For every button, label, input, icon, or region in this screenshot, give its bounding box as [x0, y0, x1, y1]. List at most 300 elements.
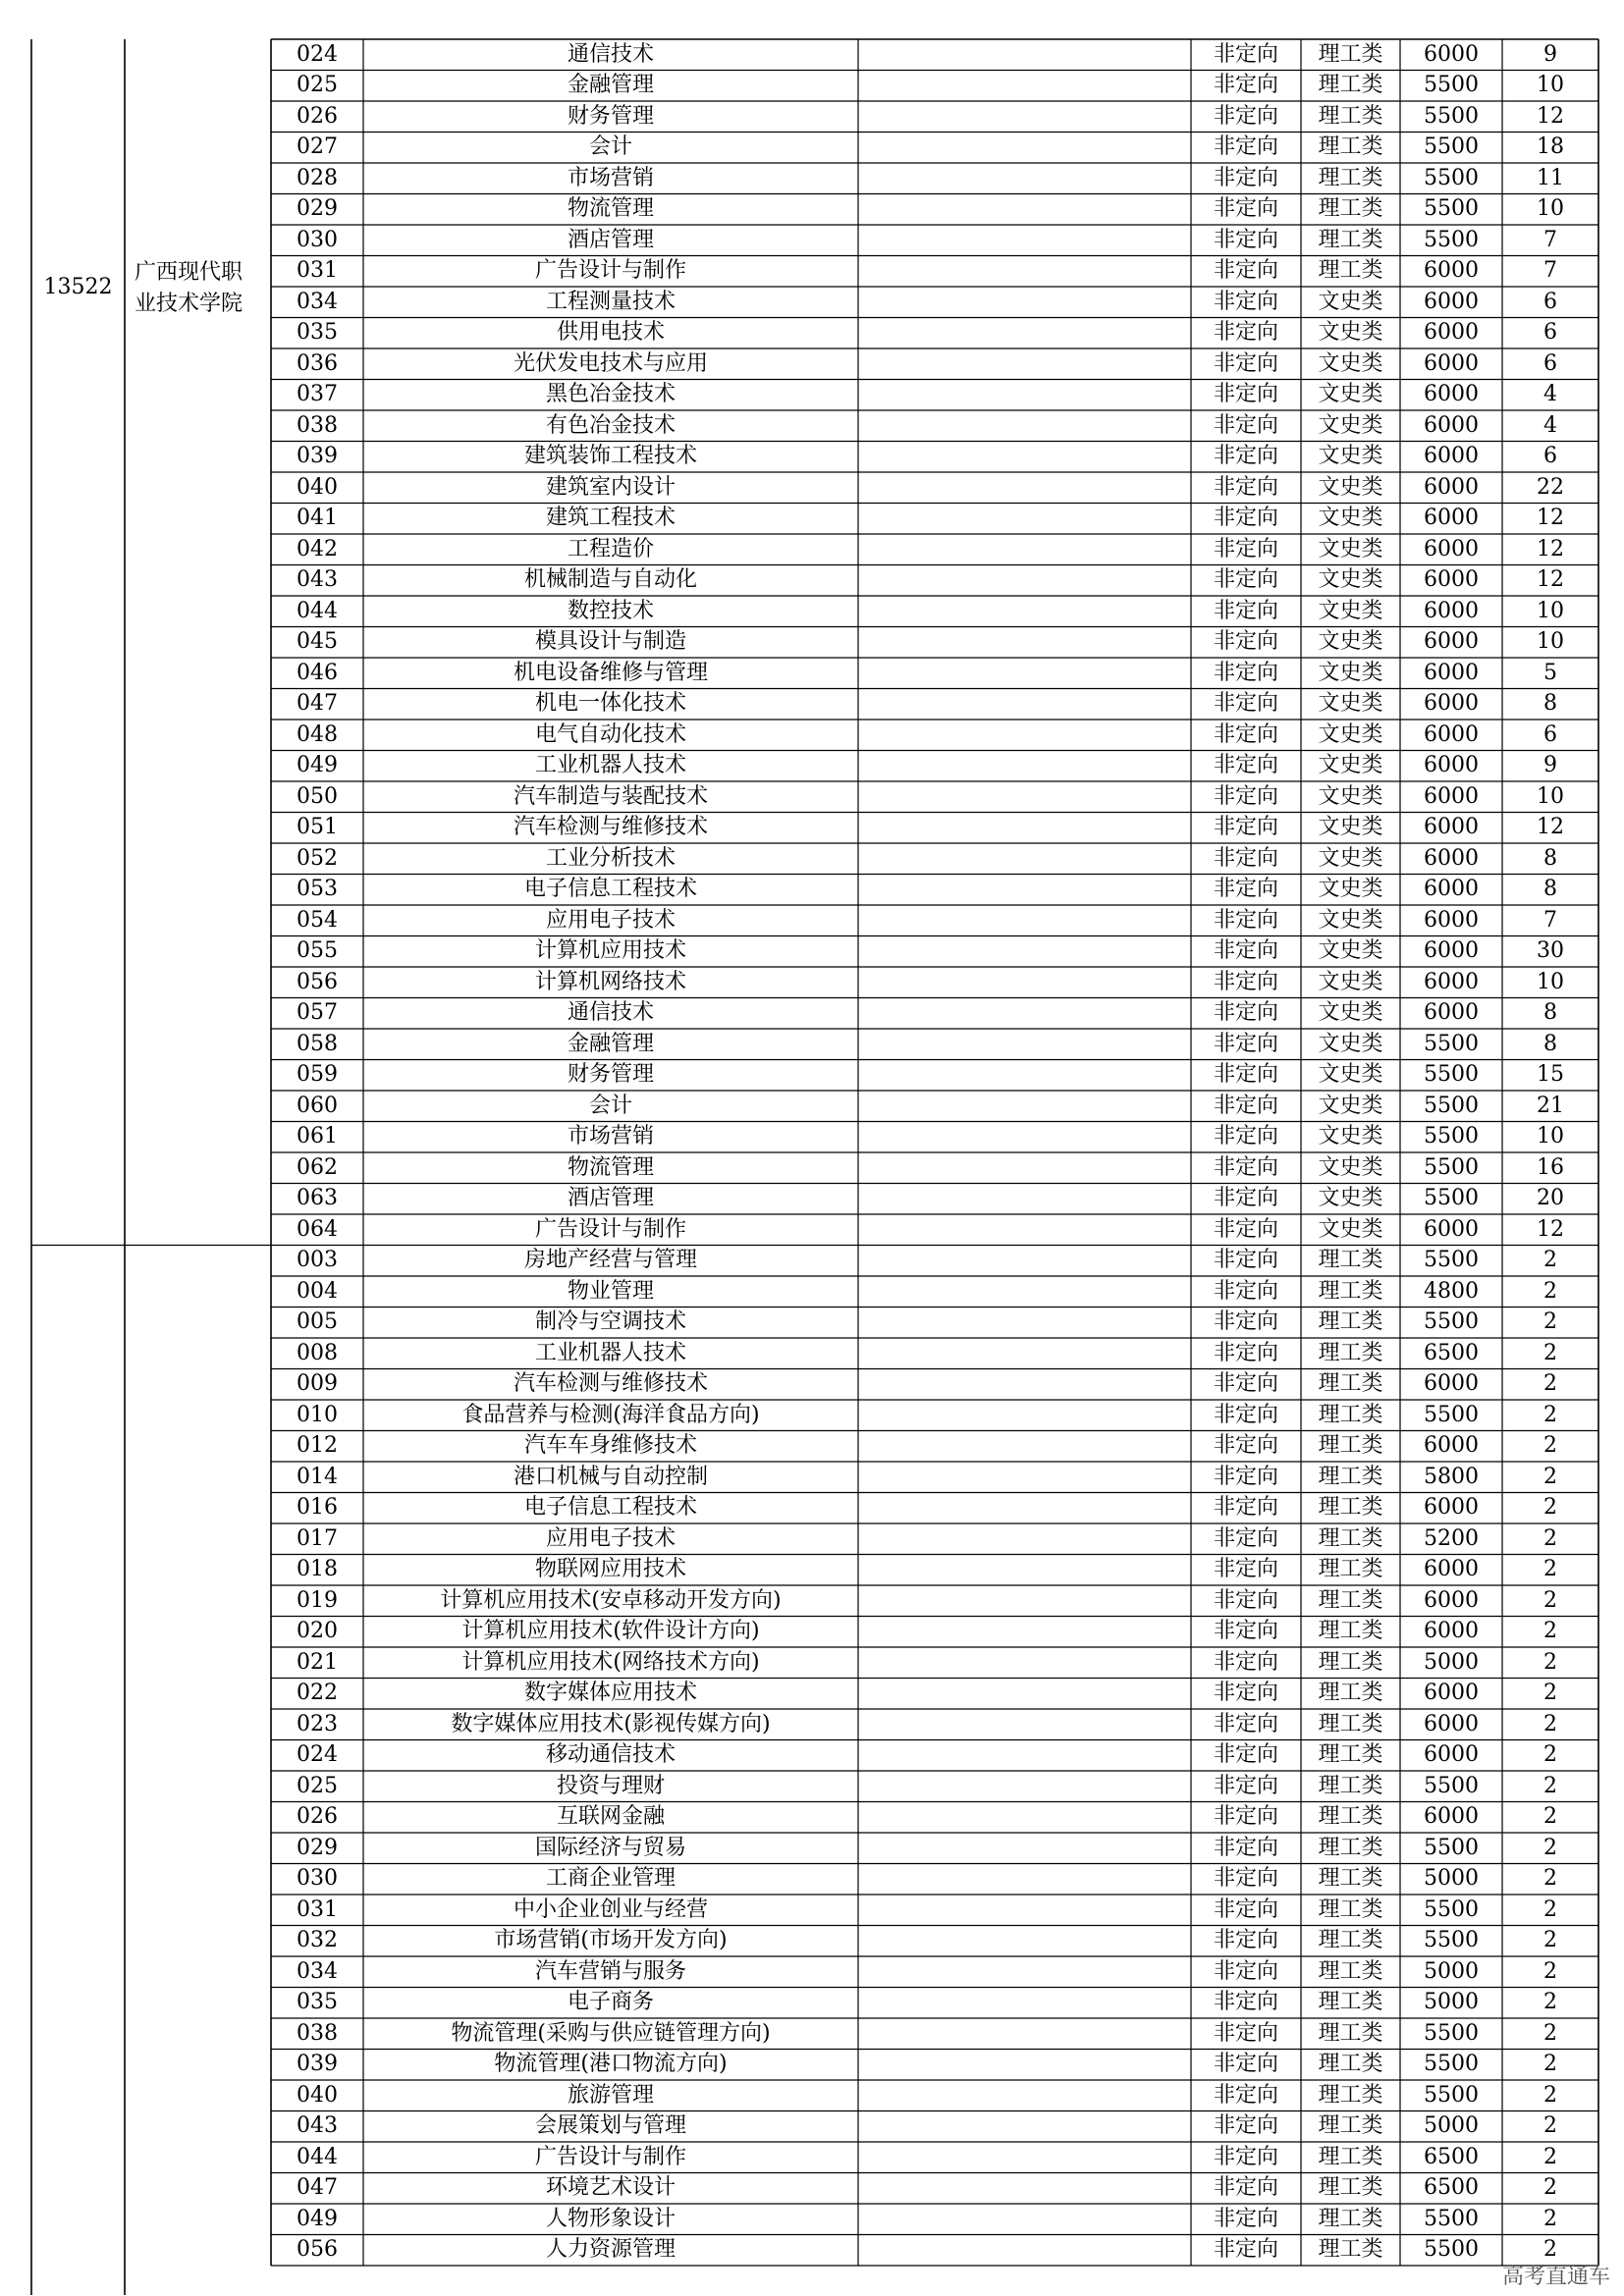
cell-orientation: 非定向	[1213, 845, 1278, 871]
cell-major-name: 投资与理财	[556, 1773, 665, 1798]
cell-tuition: 5500	[1424, 2206, 1479, 2231]
school-name-line: 业技术学院	[135, 292, 244, 316]
cell-quota: 2	[1543, 1681, 1557, 1706]
cell-quota: 10	[1537, 1124, 1564, 1149]
cell-category: 文史类	[1318, 536, 1383, 561]
cell-category: 理工类	[1318, 1495, 1383, 1521]
cell-quota: 6	[1543, 320, 1557, 346]
cell-category: 理工类	[1318, 103, 1383, 129]
cell-quota: 10	[1537, 783, 1564, 809]
cell-quota: 2	[1543, 1248, 1557, 1273]
cell-major-name: 国际经济与贸易	[534, 1835, 686, 1860]
cell-remarks	[858, 1679, 1191, 1710]
cell-tuition: 5200	[1424, 1525, 1479, 1551]
cell-remarks	[858, 1740, 1191, 1772]
cell-category: 文史类	[1318, 506, 1383, 531]
cell-category: 理工类	[1318, 258, 1383, 284]
cell-plan-code: 062	[297, 1154, 338, 1180]
cell-quota: 7	[1543, 907, 1557, 933]
cell-orientation: 非定向	[1213, 2020, 1278, 2046]
cell-orientation: 非定向	[1213, 969, 1278, 994]
cell-tuition: 5500	[1424, 1773, 1479, 1798]
cell-category: 理工类	[1318, 2113, 1383, 2139]
cell-plan-code: 020	[297, 1619, 338, 1644]
cell-tuition: 6500	[1424, 2175, 1479, 2201]
cell-major-name: 制冷与空调技术	[534, 1309, 686, 1335]
cell-plan-code: 024	[297, 1742, 338, 1768]
cell-tuition: 5500	[1424, 2082, 1479, 2108]
cell-quota: 2	[1543, 1464, 1557, 1489]
cell-orientation: 非定向	[1213, 938, 1278, 964]
cell-quota: 2	[1543, 1866, 1557, 1892]
cell-orientation: 非定向	[1213, 1866, 1278, 1892]
cell-major-name: 汽车车身维修技术	[523, 1433, 697, 1459]
cell-tuition: 5500	[1424, 165, 1479, 190]
cell-tuition: 6000	[1424, 506, 1479, 531]
cell-plan-code: 056	[297, 2237, 338, 2263]
cell-category: 文史类	[1318, 721, 1383, 747]
cell-remarks	[858, 287, 1191, 318]
cell-plan-code: 025	[297, 1773, 338, 1798]
cell-major-name: 汽车制造与装配技术	[513, 783, 708, 809]
cell-major-name: 市场营销	[567, 165, 654, 190]
cell-quota: 9	[1543, 41, 1557, 67]
cell-category: 理工类	[1318, 1402, 1383, 1427]
cell-remarks	[858, 905, 1191, 936]
cell-remarks	[858, 1555, 1191, 1586]
cell-quota: 10	[1537, 598, 1564, 623]
cell-plan-code: 043	[297, 567, 338, 593]
cell-tuition: 6000	[1424, 1433, 1479, 1459]
cell-major-name: 港口机械与自动控制	[513, 1464, 708, 1489]
cell-tuition: 6000	[1424, 1557, 1479, 1582]
cell-plan-code: 038	[297, 2020, 338, 2046]
cell-category: 理工类	[1318, 1742, 1383, 1768]
cell-major-name: 工业分析技术	[545, 845, 676, 871]
cell-major-name: 物业管理	[567, 1278, 654, 1304]
cell-remarks	[858, 410, 1191, 442]
cell-orientation: 非定向	[1213, 1433, 1278, 1459]
cell-tuition: 5500	[1424, 1093, 1479, 1118]
cell-category: 文史类	[1318, 320, 1383, 346]
cell-remarks	[858, 1647, 1191, 1679]
cell-quota: 2	[1543, 1649, 1557, 1675]
cell-major-name: 物流管理	[567, 1154, 654, 1180]
cell-plan-code: 056	[297, 969, 338, 994]
cell-quota: 2	[1543, 1896, 1557, 1922]
cell-major-name: 工商企业管理	[545, 1866, 676, 1892]
cell-remarks	[858, 1956, 1191, 1988]
cell-tuition: 5500	[1424, 1835, 1479, 1860]
cell-tuition: 5500	[1424, 2237, 1479, 2263]
cell-plan-code: 029	[297, 1835, 338, 1860]
cell-orientation: 非定向	[1213, 877, 1278, 902]
cell-orientation: 非定向	[1213, 1062, 1278, 1088]
cell-remarks	[858, 1338, 1191, 1369]
cell-major-name: 机电设备维修与管理	[513, 660, 708, 685]
cell-remarks	[858, 689, 1191, 721]
cell-remarks	[858, 534, 1191, 565]
cell-category: 文史类	[1318, 1093, 1383, 1118]
cell-remarks	[858, 596, 1191, 627]
cell-category: 理工类	[1318, 1804, 1383, 1830]
cell-plan-code: 021	[297, 1649, 338, 1675]
cell-orientation: 非定向	[1213, 1216, 1278, 1242]
cell-orientation: 非定向	[1213, 1248, 1278, 1273]
cell-orientation: 非定向	[1213, 660, 1278, 685]
cell-tuition: 6000	[1424, 598, 1479, 623]
cell-tuition: 6000	[1424, 877, 1479, 902]
cell-plan-code: 061	[297, 1124, 338, 1149]
cell-remarks	[858, 1523, 1191, 1555]
cell-remarks	[858, 781, 1191, 813]
cell-category: 理工类	[1318, 41, 1383, 67]
cell-orientation: 非定向	[1213, 1649, 1278, 1675]
cell-tuition: 5500	[1424, 103, 1479, 129]
cell-category: 理工类	[1318, 1525, 1383, 1551]
cell-quota: 2	[1543, 1309, 1557, 1335]
cell-tuition: 5000	[1424, 1649, 1479, 1675]
cell-plan-code: 024	[297, 41, 338, 67]
cell-orientation: 非定向	[1213, 721, 1278, 747]
cell-quota: 2	[1543, 1742, 1557, 1768]
cell-quota: 10	[1537, 73, 1564, 98]
cell-plan-code: 026	[297, 103, 338, 129]
cell-remarks	[858, 967, 1191, 998]
cell-quota: 2	[1543, 2175, 1557, 2201]
cell-remarks	[858, 1864, 1191, 1896]
cell-plan-code: 012	[297, 1433, 338, 1459]
cell-plan-code: 032	[297, 1928, 338, 1953]
cell-major-name: 环境艺术设计	[545, 2175, 676, 2201]
cell-category: 理工类	[1318, 2206, 1383, 2231]
cell-category: 理工类	[1318, 1587, 1383, 1613]
cell-remarks	[858, 1617, 1191, 1648]
cell-major-name: 房地产经营与管理	[523, 1248, 697, 1273]
cell-tuition: 5800	[1424, 1464, 1479, 1489]
cell-remarks	[858, 1771, 1191, 1802]
cell-orientation: 非定向	[1213, 1278, 1278, 1304]
cell-orientation: 非定向	[1213, 629, 1278, 655]
cell-remarks	[858, 1029, 1191, 1060]
cell-category: 理工类	[1318, 227, 1383, 252]
cell-plan-code: 035	[297, 320, 338, 346]
cell-orientation: 非定向	[1213, 350, 1278, 376]
cell-orientation: 非定向	[1213, 1990, 1278, 2015]
cell-major-name: 人力资源管理	[545, 2237, 676, 2263]
cell-plan-code: 028	[297, 165, 338, 190]
cell-major-name: 物流管理(采购与供应链管理方向)	[451, 2020, 771, 2046]
cell-quota: 2	[1543, 1804, 1557, 1830]
cell-quota: 20	[1537, 1186, 1564, 1211]
cell-category: 文史类	[1318, 1000, 1383, 1026]
cell-remarks	[858, 936, 1191, 968]
cell-plan-code: 034	[297, 289, 338, 314]
cell-category: 文史类	[1318, 1186, 1383, 1211]
cell-remarks	[858, 1895, 1191, 1926]
cell-category: 文史类	[1318, 753, 1383, 778]
cell-major-name: 旅游管理	[567, 2082, 654, 2108]
cell-orientation: 非定向	[1213, 1154, 1278, 1180]
cell-major-name: 工程造价	[567, 536, 654, 561]
cell-major-name: 广告设计与制作	[534, 258, 686, 284]
cell-remarks	[858, 225, 1191, 256]
cell-tuition: 5500	[1424, 134, 1479, 160]
cell-remarks	[858, 1122, 1191, 1153]
cell-category: 理工类	[1318, 1896, 1383, 1922]
cell-quota: 8	[1543, 1000, 1557, 1026]
cell-category: 文史类	[1318, 1154, 1383, 1180]
cell-remarks	[858, 1276, 1191, 1308]
cell-major-name: 数字媒体应用技术	[523, 1681, 697, 1706]
cell-major-name: 会展策划与管理	[534, 2113, 686, 2139]
cell-quota: 2	[1543, 1928, 1557, 1953]
cell-remarks	[858, 1988, 1191, 2019]
cell-major-name: 电气自动化技术	[534, 721, 686, 747]
cell-category: 理工类	[1318, 1773, 1383, 1798]
cell-quota: 2	[1543, 2113, 1557, 2139]
cell-orientation: 非定向	[1213, 1958, 1278, 1984]
cell-major-name: 数字媒体应用技术(影视传媒方向)	[451, 1711, 771, 1736]
cell-category: 文史类	[1318, 382, 1383, 407]
cell-category: 理工类	[1318, 134, 1383, 160]
cell-major-name: 物流管理	[567, 196, 654, 222]
cell-category: 文史类	[1318, 444, 1383, 469]
cell-orientation: 非定向	[1213, 2206, 1278, 2231]
cell-major-name: 机电一体化技术	[534, 691, 686, 717]
cell-remarks	[858, 1246, 1191, 1277]
cell-remarks	[858, 472, 1191, 504]
cell-orientation: 非定向	[1213, 1186, 1278, 1211]
cell-plan-code: 009	[297, 1371, 338, 1397]
cell-remarks	[858, 1493, 1191, 1524]
cell-plan-code: 025	[297, 73, 338, 98]
cell-category: 理工类	[1318, 1619, 1383, 1644]
cell-category: 文史类	[1318, 1062, 1383, 1088]
cell-major-name: 中小企业创业与经营	[513, 1896, 708, 1922]
cell-remarks	[858, 565, 1191, 597]
cell-major-name: 工业机器人技术	[534, 1340, 686, 1365]
cell-quota: 9	[1543, 753, 1557, 778]
cell-category: 理工类	[1318, 2237, 1383, 2263]
cell-remarks	[858, 1431, 1191, 1463]
cell-category: 文史类	[1318, 845, 1383, 871]
cell-orientation: 非定向	[1213, 41, 1278, 67]
cell-tuition: 5500	[1424, 1896, 1479, 1922]
cell-quota: 2	[1543, 2020, 1557, 2046]
cell-tuition: 6000	[1424, 660, 1479, 685]
cell-quota: 2	[1543, 1958, 1557, 1984]
cell-category: 理工类	[1318, 1866, 1383, 1892]
cell-remarks	[858, 627, 1191, 659]
cell-plan-code: 047	[297, 691, 338, 717]
cell-major-name: 广告设计与制作	[534, 2144, 686, 2169]
cell-orientation: 非定向	[1213, 196, 1278, 222]
cell-major-name: 电子信息工程技术	[523, 1495, 697, 1521]
cell-category: 理工类	[1318, 1681, 1383, 1706]
cell-plan-code: 049	[297, 753, 338, 778]
cell-tuition: 6000	[1424, 1495, 1479, 1521]
cell-quota: 2	[1543, 1711, 1557, 1736]
cell-orientation: 非定向	[1213, 412, 1278, 438]
cell-orientation: 非定向	[1213, 567, 1278, 593]
cell-quota: 16	[1537, 1154, 1564, 1180]
cell-remarks	[858, 39, 1191, 71]
cell-quota: 2	[1543, 1371, 1557, 1397]
cell-plan-code: 031	[297, 1896, 338, 1922]
cell-quota: 6	[1543, 350, 1557, 376]
cell-category: 文史类	[1318, 598, 1383, 623]
cell-tuition: 5000	[1424, 1958, 1479, 1984]
cell-major-name: 黑色冶金技术	[545, 382, 676, 407]
cell-quota: 30	[1537, 938, 1564, 964]
cell-plan-code: 040	[297, 474, 338, 500]
cell-quota: 12	[1537, 103, 1564, 129]
cell-category: 理工类	[1318, 1958, 1383, 1984]
cell-category: 理工类	[1318, 1340, 1383, 1365]
cell-category: 理工类	[1318, 1464, 1383, 1489]
cell-major-name: 酒店管理	[567, 1186, 654, 1211]
cell-orientation: 非定向	[1213, 598, 1278, 623]
cell-quota: 12	[1537, 1216, 1564, 1242]
cell-tuition: 6000	[1424, 474, 1479, 500]
cell-plan-code: 049	[297, 2206, 338, 2231]
cell-quota: 10	[1537, 969, 1564, 994]
cell-category: 理工类	[1318, 1433, 1383, 1459]
cell-plan-code: 042	[297, 536, 338, 561]
cell-quota: 12	[1537, 815, 1564, 840]
cell-orientation: 非定向	[1213, 382, 1278, 407]
cell-major-name: 计算机网络技术	[534, 969, 686, 994]
cell-category: 理工类	[1318, 165, 1383, 190]
cell-major-name: 会计	[588, 1093, 632, 1118]
cell-category: 理工类	[1318, 73, 1383, 98]
cell-tuition: 5000	[1424, 1866, 1479, 1892]
cell-plan-code: 044	[297, 598, 338, 623]
cell-tuition: 6000	[1424, 41, 1479, 67]
cell-major-name: 建筑工程技术	[545, 506, 676, 531]
cell-orientation: 非定向	[1213, 2052, 1278, 2077]
cell-major-name: 金融管理	[567, 1031, 654, 1056]
cell-major-name: 物流管理(港口物流方向)	[494, 2052, 728, 2077]
cell-plan-code: 060	[297, 1093, 338, 1118]
cell-tuition: 5500	[1424, 1248, 1479, 1273]
cell-category: 文史类	[1318, 1216, 1383, 1242]
cell-orientation: 非定向	[1213, 1093, 1278, 1118]
cell-quota: 2	[1543, 1773, 1557, 1798]
cell-orientation: 非定向	[1213, 1000, 1278, 1026]
cell-quota: 7	[1543, 227, 1557, 252]
cell-tuition: 6000	[1424, 412, 1479, 438]
cell-major-name: 有色冶金技术	[545, 412, 676, 438]
cell-tuition: 6000	[1424, 289, 1479, 314]
cell-plan-code: 040	[297, 2082, 338, 2108]
cell-tuition: 5500	[1424, 1062, 1479, 1088]
cell-quota: 7	[1543, 258, 1557, 284]
cell-remarks	[858, 133, 1191, 164]
cell-orientation: 非定向	[1213, 474, 1278, 500]
cell-tuition: 4800	[1424, 1278, 1479, 1304]
cell-tuition: 6000	[1424, 1587, 1479, 1613]
cell-plan-code: 034	[297, 1958, 338, 1984]
school-code	[31, 1246, 125, 2267]
cell-plan-code: 055	[297, 938, 338, 964]
cell-orientation: 非定向	[1213, 1619, 1278, 1644]
cell-tuition: 5500	[1424, 1124, 1479, 1149]
cell-major-name: 通信技术	[567, 1000, 654, 1026]
cell-major-name: 广告设计与制作	[534, 1216, 686, 1242]
cell-category: 文史类	[1318, 815, 1383, 840]
cell-quota: 6	[1543, 289, 1557, 314]
cell-quota: 8	[1543, 691, 1557, 717]
cell-remarks	[858, 1833, 1191, 1864]
cell-quota: 10	[1537, 629, 1564, 655]
cell-remarks	[858, 2235, 1191, 2267]
cell-plan-code: 027	[297, 134, 338, 160]
school-name-line: 广西现代职	[135, 260, 244, 285]
cell-category: 理工类	[1318, 1248, 1383, 1273]
cell-quota: 2	[1543, 1525, 1557, 1551]
cell-quota: 2	[1543, 1495, 1557, 1521]
cell-tuition: 6000	[1424, 1216, 1479, 1242]
cell-orientation: 非定向	[1213, 1464, 1278, 1489]
cell-major-name: 数控技术	[567, 598, 654, 623]
cell-remarks	[858, 194, 1191, 226]
cell-major-name: 应用电子技术	[545, 1525, 676, 1551]
cell-major-name: 食品营养与检测(海洋食品方向)	[461, 1402, 760, 1427]
cell-remarks	[858, 71, 1191, 102]
cell-orientation: 非定向	[1213, 815, 1278, 840]
cell-quota: 2	[1543, 1619, 1557, 1644]
cell-tuition: 6000	[1424, 258, 1479, 284]
cell-tuition: 5500	[1424, 73, 1479, 98]
cell-major-name: 模具设计与制造	[534, 629, 686, 655]
cell-plan-code: 048	[297, 721, 338, 747]
cell-remarks	[858, 2018, 1191, 2050]
cell-tuition: 5500	[1424, 227, 1479, 252]
cell-orientation: 非定向	[1213, 2113, 1278, 2139]
cell-category: 文史类	[1318, 567, 1383, 593]
cell-orientation: 非定向	[1213, 1402, 1278, 1427]
cell-category: 文史类	[1318, 412, 1383, 438]
cell-orientation: 非定向	[1213, 691, 1278, 717]
cell-plan-code: 023	[297, 1711, 338, 1736]
cell-quota: 2	[1543, 1557, 1557, 1582]
cell-quota: 4	[1543, 412, 1557, 438]
cell-plan-code: 050	[297, 783, 338, 809]
cell-tuition: 6000	[1424, 1000, 1479, 1026]
cell-plan-code: 018	[297, 1557, 338, 1582]
cell-tuition: 6000	[1424, 845, 1479, 871]
cell-orientation: 非定向	[1213, 1309, 1278, 1335]
cell-tuition: 5500	[1424, 196, 1479, 222]
cell-tuition: 5500	[1424, 2052, 1479, 2077]
cell-plan-code: 054	[297, 907, 338, 933]
cell-category: 文史类	[1318, 629, 1383, 655]
cell-quota: 2	[1543, 2144, 1557, 2169]
cell-category: 理工类	[1318, 1928, 1383, 1953]
cell-remarks	[858, 2080, 1191, 2111]
cell-orientation: 非定向	[1213, 1896, 1278, 1922]
cell-tuition: 6000	[1424, 938, 1479, 964]
cell-quota: 2	[1543, 2237, 1557, 2263]
cell-major-name: 计算机应用技术(软件设计方向)	[461, 1619, 760, 1644]
cell-plan-code: 043	[297, 2113, 338, 2139]
cell-quota: 2	[1543, 1340, 1557, 1365]
cell-category: 文史类	[1318, 1124, 1383, 1149]
cell-quota: 11	[1537, 165, 1564, 190]
cell-category: 文史类	[1318, 289, 1383, 314]
